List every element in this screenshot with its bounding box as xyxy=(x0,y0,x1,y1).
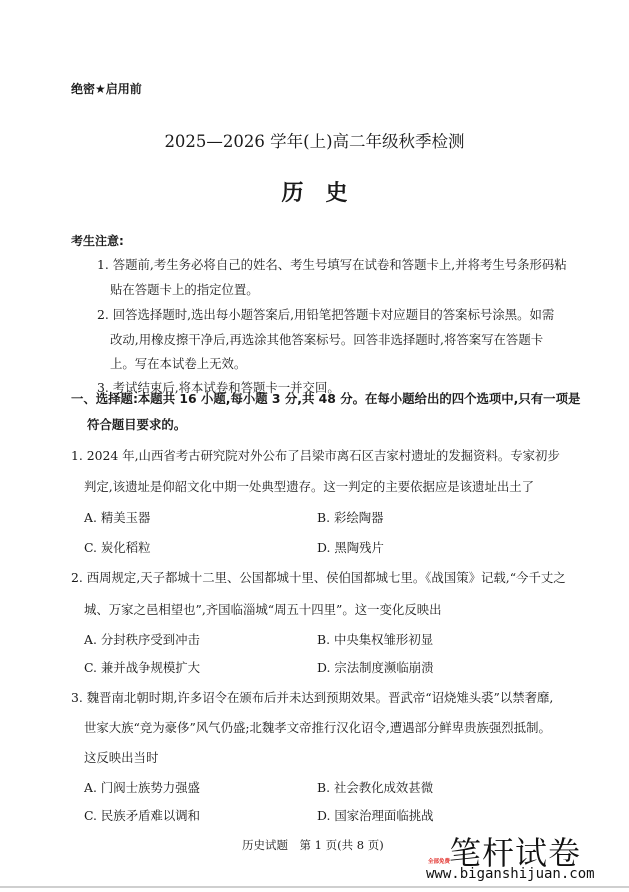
section-heading-cont: 符合题目要求的。 xyxy=(87,417,187,432)
notice-line: 上。写在本试卷上无效。 xyxy=(110,356,247,371)
secret-label: 绝密★启用前 xyxy=(71,82,142,96)
exam-title: 2025—2026 学年(上)高二年级秋季检测 xyxy=(164,132,465,151)
notice-line: 1. 答题前,考生务必将自己的姓名、考生号填写在试卷和答题卡上,并将考生号条形码粘 xyxy=(97,257,567,272)
question-2-option-a: A. 分封秩序受到冲击 xyxy=(84,632,200,647)
question-3-line: 这反映出当时 xyxy=(84,750,159,765)
notice-line: 改动,用橡皮擦干净后,再选涂其他答案标号。回答非选择题时,将答案写在答题卡 xyxy=(110,332,544,347)
question-1-line: 判定,该遗址是仰韶文化中期一处典型遗存。这一判定的主要依据应是该遗址出土了 xyxy=(84,479,535,494)
watermark-tag: 全部免费 xyxy=(428,859,451,865)
question-1-option-d: D. 黑陶残片 xyxy=(317,540,384,555)
question-3-option-a: A. 门阀士族势力强盛 xyxy=(84,780,200,795)
question-2-option-c: C. 兼并战争规模扩大 xyxy=(84,660,201,675)
question-2-option-d: D. 宗法制度濒临崩溃 xyxy=(317,660,434,675)
question-3-option-c: C. 民族矛盾难以调和 xyxy=(84,808,201,823)
question-3-option-d: D. 国家治理面临挑战 xyxy=(317,808,434,823)
bottom-divider xyxy=(0,886,629,888)
question-2-line: 2. 西周规定,天子都城十二里、公国都城十里、侯伯国都城七里。《战国策》记载,“今千丈之 xyxy=(71,570,566,585)
question-1-option-c: C. 炭化稻粒 xyxy=(84,540,151,555)
question-3-line: 3. 魏晋南北朝时期,许多诏令在颁布后并未达到预期效果。晋武帝“诏烧雉头裘”以禁奢靡, xyxy=(71,690,554,705)
question-3-option-b: B. 社会教化成效甚微 xyxy=(317,780,434,795)
question-2-line: 城、万家之邑相望也”,齐国临淄城“周五十四里”。这一变化反映出 xyxy=(84,602,442,617)
notice-line: 贴在答题卡上的指定位置。 xyxy=(110,282,259,297)
notice-line: 3. 考试结束后,将本试卷和答题卡一并交回。 xyxy=(97,380,340,395)
question-1-line: 1. 2024 年,山西省考古研究院对外公布了吕梁市离石区吉家村遗址的发掘资料。专家初步 xyxy=(71,448,560,463)
question-1-option-b: B. 彩绘陶器 xyxy=(317,510,384,525)
notice-heading: 考生注意: xyxy=(71,234,124,248)
question-2-option-b: B. 中央集权雏形初显 xyxy=(317,632,434,647)
question-1-option-a: A. 精美玉器 xyxy=(84,510,151,525)
page-footer: 历史试题 第 1 页(共 8 页) xyxy=(242,838,384,852)
notice-line: 2. 回答选择题时,选出每小题答案后,用铅笔把答题卡对应题目的答案标号涂黑。如需 xyxy=(97,307,555,322)
section-heading: 一、选择题:本题共 16 小题,每小题 3 分,共 48 分。在每小题给出的四个选项中,只有一项是 xyxy=(71,391,581,406)
subject-title: 历史 xyxy=(281,181,370,206)
watermark-brand: 笔杆试卷 xyxy=(449,834,582,872)
question-3-line: 世家大族“竞为豪侈”风气仍盛;北魏孝文帝推行汉化诏令,遭遇部分鲜卑贵族强烈抵制。 xyxy=(84,720,551,735)
watermark-url: www.biganshijuan.com xyxy=(426,866,595,882)
